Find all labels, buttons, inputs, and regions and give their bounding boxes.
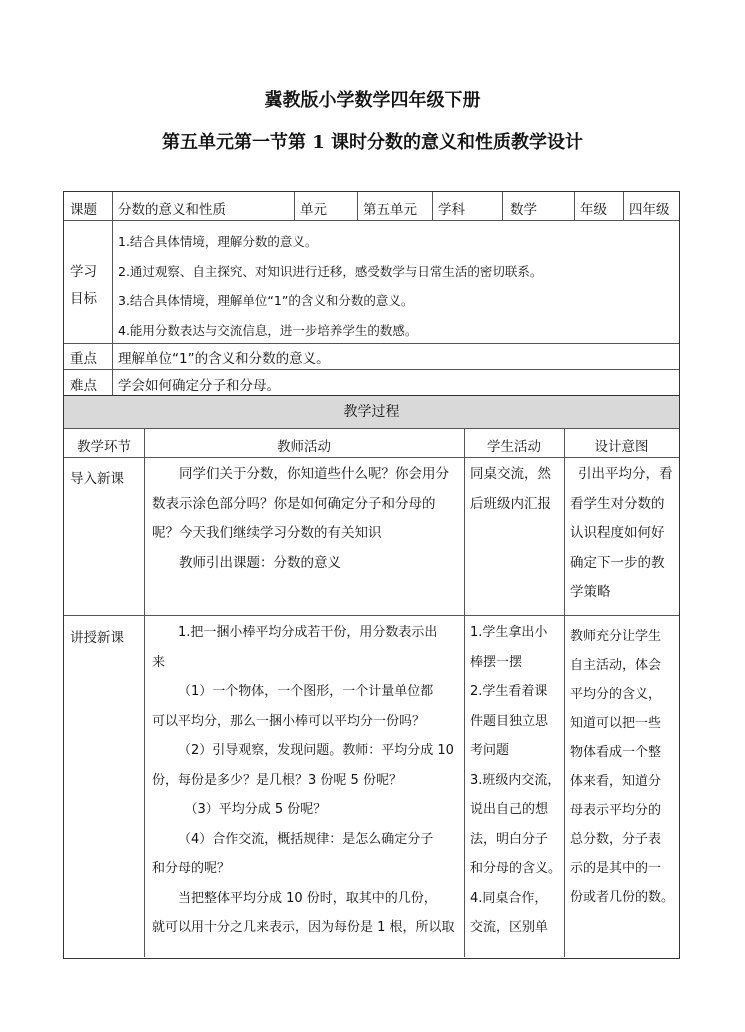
text-line: 平均分的含义， (570, 687, 662, 702)
text-line: 1.把一捆小棒平均分成若干份，用分数表示出 (178, 625, 438, 640)
text-line: 法，明白分子 (470, 831, 549, 847)
unit-label: 单元 (300, 202, 327, 218)
col-header-stage: 教学环节 (77, 439, 131, 455)
text-line: 示的是其中的一 (570, 861, 662, 876)
col-header-teacher: 教师活动 (277, 439, 331, 455)
text-line: 来 (152, 654, 166, 670)
objective-item: 1.结合具体情境，理解分数的意义。 (118, 234, 318, 249)
student-activity (470, 618, 564, 943)
design-intent (570, 460, 678, 608)
text-line: 数表示涂色部分吗？你是如何确定分子和分母的 (152, 495, 436, 512)
text-line: 和分母的含义。 (470, 861, 562, 876)
text-line: 棒摆一摆 (470, 654, 523, 670)
process-header: 教学过程 (64, 396, 679, 429)
text-line: 学策略 (570, 584, 611, 600)
text-line: 份或者几份的数。 (570, 890, 675, 905)
difficulty-value: 学会如何确定分子和分母。 (118, 378, 280, 394)
grade-label: 年级 (580, 202, 607, 218)
teacher-activity (152, 460, 458, 578)
text-line: 3.班级内交流， (470, 772, 561, 788)
key-point-value: 理解单位“1”的含义和分数的意义。 (118, 351, 330, 367)
difficulty-label: 难点 (70, 378, 97, 394)
text-line: 物体看成一个整 (570, 745, 662, 760)
key-point-label: 重点 (70, 351, 97, 367)
text-line: 考问题 (470, 743, 510, 758)
text-line: （4）合作交流，概括规律：是怎么确定分子 (178, 831, 434, 847)
text-line: 交流，区别单 (470, 920, 549, 935)
text-line: 1.学生拿出小 (470, 625, 548, 640)
text-line: 就可以用十分之几来表示，因为每份是 1 根，所以取 (152, 920, 455, 935)
text-line: 同桌交流，然 (470, 466, 551, 482)
student-activity (470, 460, 562, 519)
col-header-intent: 设计意图 (594, 439, 649, 455)
text-line: 份，每份是多少？是几根？3 份呢 5 份呢？ (152, 772, 402, 788)
doc-title-line2: 第五单元第一节第 1 课时分数的意义和性质教学设计 (161, 132, 584, 153)
subject-label: 学科 (438, 202, 465, 218)
text-line: 认识程度如何好 (570, 525, 665, 541)
text-line: 2.学生看着课 (470, 684, 548, 699)
grade-value: 四年级 (629, 202, 670, 218)
unit-value: 第五单元 (363, 202, 417, 218)
design-intent (570, 622, 680, 912)
text-line: 看学生对分数的 (570, 495, 665, 512)
teacher-activity (152, 618, 458, 943)
text-line: 和分母的呢？ (152, 861, 231, 876)
text-line: 件题目独立思 (470, 713, 549, 729)
objective-item: 4.能用分数表达与交流信息，进一步培养学生的数感。 (118, 323, 418, 338)
subject-value: 数学 (510, 202, 537, 218)
text-line: 呢？今天我们继续学习分数的有关知识 (152, 525, 382, 541)
text-line: 教师引出课题：分数的意义 (179, 554, 341, 571)
text-line: 确定下一步的教 (570, 554, 665, 571)
text-line: 知道可以把一些 (570, 716, 662, 731)
text-line: 母表示平均分的 (570, 803, 662, 818)
text-line: 说出自己的想 (470, 802, 549, 817)
stage-cell: 讲授新课 (70, 630, 124, 646)
text-line: 可以平均分，那么一捆小棒可以平均分一份吗？ (152, 713, 426, 729)
text-line: （3）平均分成 5 份呢？ (184, 802, 327, 817)
objectives-label-line1: 学习 (70, 264, 97, 280)
teaching-process-table (63, 396, 680, 959)
doc-title-line1: 冀教版小学数学四年级下册 (264, 90, 481, 111)
objective-item: 3.结合具体情境，理解单位“1”的含义和分数的意义。 (118, 293, 414, 308)
text-line: 自主活动，体会 (570, 658, 662, 673)
text-line: （1）一个物体，一个图形，一个计量单位都 (178, 684, 434, 699)
text-line: 体来看，知道分 (570, 774, 662, 789)
text-line: 4.同桌合作， (470, 890, 548, 906)
topic-label: 课题 (70, 202, 97, 218)
text-line: （2）引导观察，发现问题。教师：平均分成 10 (178, 743, 454, 758)
text-line: 教师充分让学生 (570, 629, 662, 644)
text-line: 同学们关于分数，你知道些什么呢？你会用分 (179, 466, 449, 482)
objectives-label-line2: 目标 (70, 291, 97, 307)
objective-item: 2.通过观察、自主探究、对知识进行迁移，感受数学与日常生活的密切联系。 (118, 264, 543, 279)
col-header-student: 学生活动 (487, 439, 541, 455)
text-line: 引出平均分，看 (578, 466, 673, 482)
text-line: 总分数，分子表 (570, 832, 662, 847)
text-line: 后班级内汇报 (470, 495, 551, 512)
lesson-info-table (63, 191, 680, 396)
text-line: 当把整体平均分成 10 份时，取其中的几份， (178, 890, 437, 906)
topic-value: 分数的意义和性质 (118, 202, 226, 218)
stage-cell: 导入新课 (70, 471, 124, 487)
